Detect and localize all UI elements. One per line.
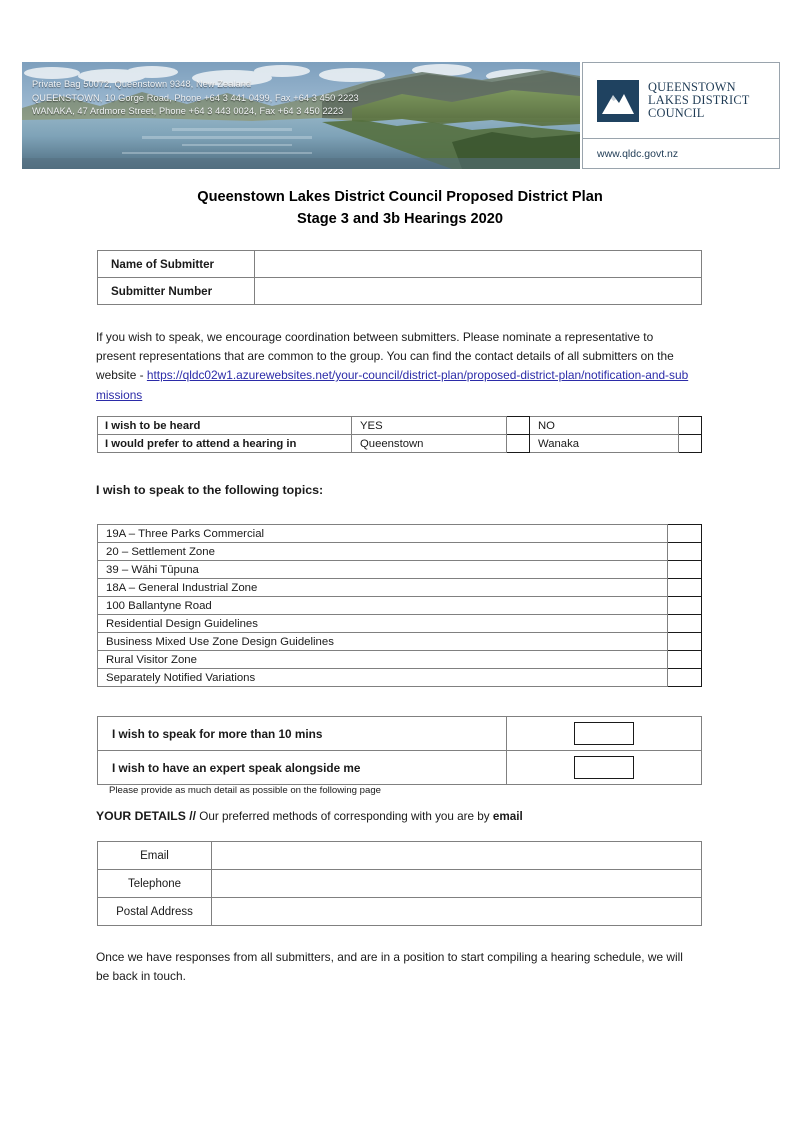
speak-more-than-10-mins-cell [507,717,702,751]
email-field[interactable] [212,842,702,870]
postal-address-field[interactable] [212,898,702,926]
wish-to-be-heard-label: I wish to be heard [98,417,352,435]
table-row [98,435,702,453]
expert-speak-label: I wish to have an expert speak alongside me [98,751,507,785]
topic-label: 19A – Three Parks Commercial [98,525,668,543]
topic-checkbox[interactable] [668,525,702,543]
your-details-label: YOUR DETAILS // [96,809,196,823]
table-row [98,543,702,561]
lake-and-mountains-photo [22,62,580,169]
submissions-link[interactable]: https://qldc02w1.azurewebsites.net/your-council/district-plan/proposed-district-plan/notification-and-submissions [96,368,689,402]
wish-to-be-heard-yes-checkbox[interactable] [507,417,530,435]
intro-text: If you wish to speak, we encourage coordination between submitters. Please nominate a representative to present representations that are common to the group. You can find the contact details of all submitters on the website - [96,330,674,383]
topic-checkbox[interactable] [668,669,702,687]
table-row [98,615,702,633]
table-row [98,717,702,751]
contact-details-table [97,841,702,926]
title-line-1: Queenstown Lakes District Council Proposed District Plan [197,189,603,205]
address-line-1: Private Bag 50072, Queenstown 9348, New Zealand [32,79,252,89]
speaking-options-table [97,716,702,785]
header-address-text [32,78,359,119]
topic-checkbox[interactable] [668,615,702,633]
mountain-glyph [597,80,639,122]
title-line-2: Stage 3 and 3b Hearings 2020 [296,211,504,227]
email-label: Email [98,842,212,870]
hearing-location-wanaka-checkbox[interactable] [679,435,702,453]
intro-paragraph [96,328,696,405]
table-row [98,525,702,543]
topic-label: Rural Visitor Zone [98,651,668,669]
hearing-preferences-table [97,416,702,453]
letterhead-header [22,62,780,169]
topic-checkbox[interactable] [668,651,702,669]
submitter-details-table [97,250,702,305]
topic-checkbox[interactable] [668,543,702,561]
table-row [98,579,702,597]
table-row [98,633,702,651]
topic-checkbox[interactable] [668,579,702,597]
table-row [98,669,702,687]
topic-checkbox[interactable] [668,633,702,651]
topic-checkbox[interactable] [668,561,702,579]
website-url: www.qldc.govt.nz [597,148,679,160]
logo-line-2: LAKES DISTRICT [648,92,750,107]
topic-label: 100 Ballantyne Road [98,597,668,615]
topic-label: 18A – General Industrial Zone [98,579,668,597]
table-row [98,751,702,785]
table-row [98,870,702,898]
topic-label: Separately Notified Variations [98,669,668,687]
hearing-location-queenstown-checkbox[interactable] [507,435,530,453]
topic-checkbox[interactable] [668,597,702,615]
hearing-location-label: I would prefer to attend a hearing in [98,435,352,453]
mountain-logo-icon [597,80,639,122]
telephone-field[interactable] [212,870,702,898]
table-row [98,597,702,615]
speak-more-than-10-mins-box[interactable] [574,722,634,745]
your-details-note: Our preferred methods of corresponding with you are by [196,810,493,823]
logo-wordmark [648,81,750,121]
table-row [98,842,702,870]
table-row [98,278,702,305]
logo-line-3: COUNCIL [648,106,705,121]
logo-line-1: QUEENSTOWN [648,79,736,94]
postal-address-label: Postal Address [98,898,212,926]
wish-to-be-heard-no-checkbox[interactable] [679,417,702,435]
name-of-submitter-label: Name of Submitter [98,251,255,278]
expert-speak-cell [507,751,702,785]
address-line-3: WANAKA, 47 Ardmore Street, Phone +64 3 443 0024, Fax +64 3 450 2223 [32,106,344,116]
topic-label: Residential Design Guidelines [98,615,668,633]
detail-note: Please provide as much detail as possible on the following page [109,785,381,796]
address-line-2: QUEENSTOWN, 10 Gorge Road, Phone +64 3 441 0499, Fax +64 3 450 2223 [32,92,359,103]
page-title [0,186,800,230]
qldc-logo-box [582,62,780,169]
table-row [98,251,702,278]
topics-heading: I wish to speak to the following topics: [96,483,324,497]
submitter-number-field[interactable] [255,278,702,305]
topics-table [97,524,702,687]
your-details-emphasis: email [492,810,523,823]
hearing-location-wanaka-label: Wanaka [530,435,679,453]
logo-top-row [583,63,779,139]
submitter-number-label: Submitter Number [98,278,255,305]
table-row [98,651,702,669]
speak-more-than-10-mins-label: I wish to speak for more than 10 mins [98,717,507,751]
closing-paragraph: Once we have responses from all submitters, and are in a position to start compiling a hearing schedule, we will be back in touch. [96,950,683,984]
telephone-label: Telephone [98,870,212,898]
topic-label: 39 – Wāhi Tūpuna [98,561,668,579]
topic-label: Business Mixed Use Zone Design Guidelines [98,633,668,651]
wish-to-be-heard-no-label: NO [530,417,679,435]
table-row [98,561,702,579]
table-row [98,898,702,926]
hearing-location-queenstown-label: Queenstown [352,435,507,453]
name-of-submitter-field[interactable] [255,251,702,278]
your-details-heading [96,809,523,823]
topic-label: 20 – Settlement Zone [98,543,668,561]
table-row [98,417,702,435]
expert-speak-box[interactable] [574,756,634,779]
wish-to-be-heard-yes-label: YES [352,417,507,435]
